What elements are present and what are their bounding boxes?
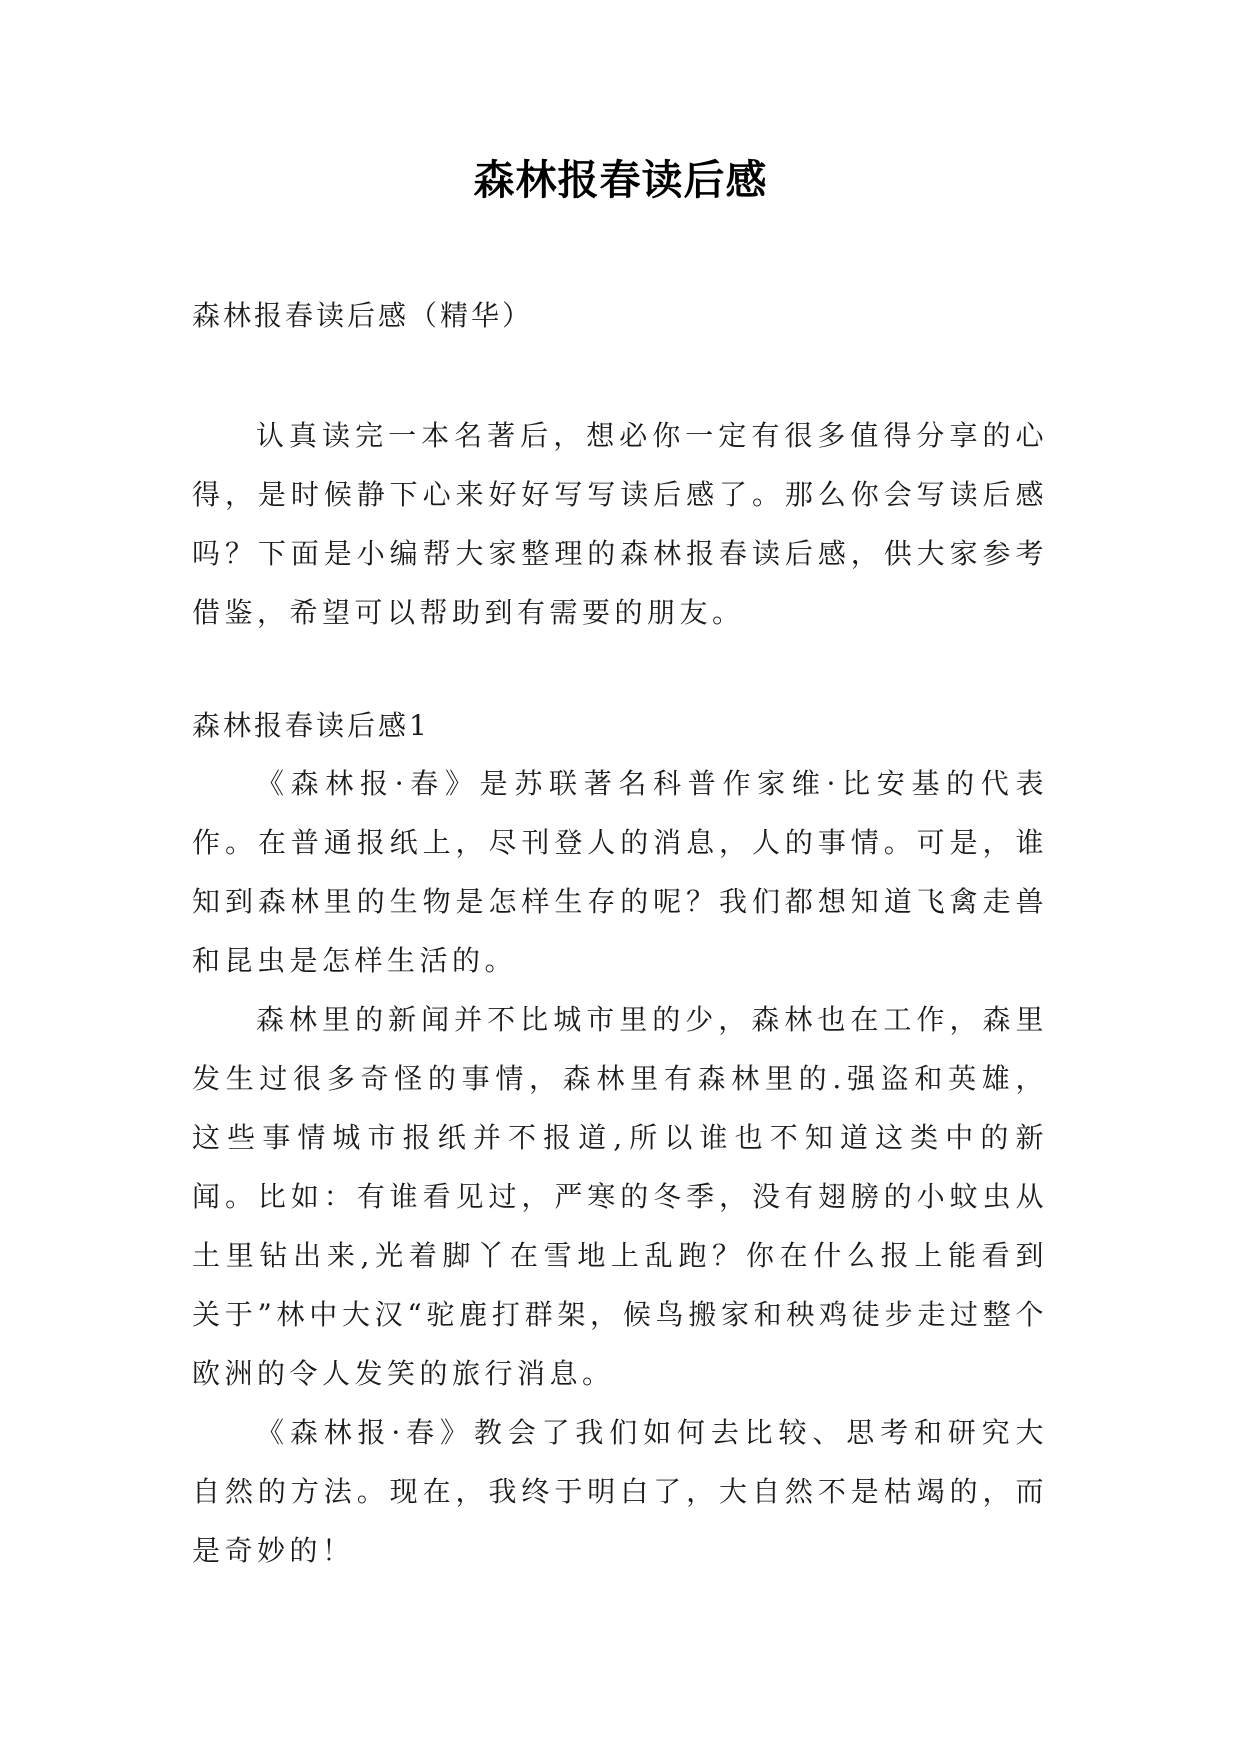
body-paragraph: 《森林报·春》是苏联著名科普作家维·比安基的代表作。在普通报纸上，尽刊登人的消息，人的事情。可是，谁知到森林里的生物是怎样生存的呢？我们都想知道飞禽走兽和昆虫是怎样生活的。 bbox=[192, 767, 1048, 977]
subtitle: 森林报春读后感（精华） bbox=[192, 299, 534, 332]
page-title: 森林报春读后感 bbox=[473, 156, 768, 204]
body-paragraph: 《森林报·春》教会了我们如何去比较、思考和研究大自然的方法。现在，我终于明白了，大自然不是枯竭的，而是奇妙的！ bbox=[192, 1416, 1048, 1567]
section-heading: 森林报春读后感1 bbox=[192, 709, 430, 742]
intro-paragraph: 认真读完一本名著后，想必你一定有很多值得分享的心得，是时候静下心来好好写写读后感了。那么你会写读后感吗？下面是小编帮大家整理的森林报春读后感，供大家参考借鉴，希望可以帮助到有需要的朋友。 bbox=[192, 419, 1048, 629]
body-paragraph: 森林里的新闻并不比城市里的少，森林也在工作，森里发生过很多奇怪的事情，森林里有森林里的.强盗和英雄，这些事情城市报纸并不报道,所以谁也不知道这类中的新闻。比如：有谁看见过，严寒的冬季，没有翅膀的小蚊虫从土里钻出来,光着脚丫在雪地上乱跑？你在什么报上能看到关于”林中大汉“驼鹿打群架，候鸟搬家和秧鸡徒步走过整个欧洲的令人发笑的旅行消息。 bbox=[192, 1003, 1048, 1390]
